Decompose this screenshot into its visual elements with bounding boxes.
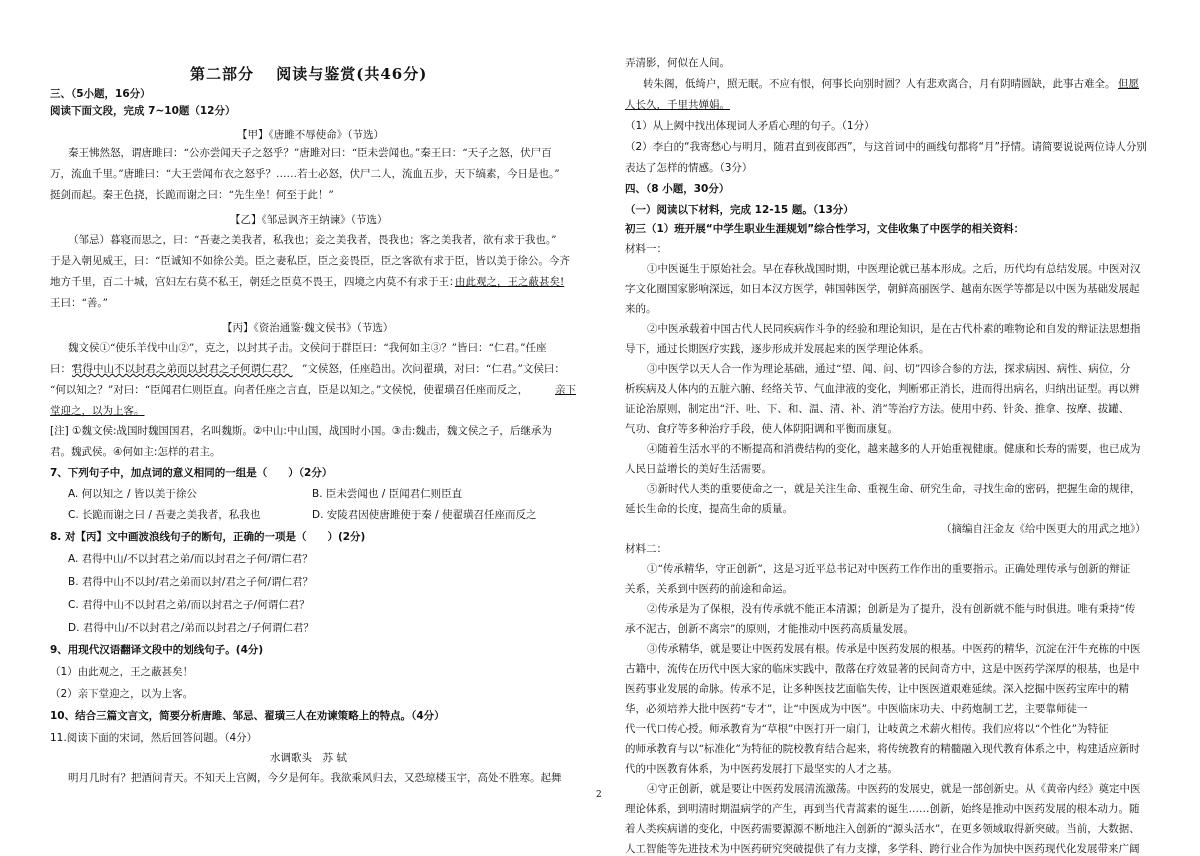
right-text-line: ④随着生活水平的不断提高和消费结构的变化，越来越多的人开始重视健康。健康和长寿的需要，也已成为 [647,443,1141,455]
left-text-line: 于是入朝见威王，曰：“臣诚知不如徐公美。臣之妻私臣，臣之妾畏臣，臣之客欲有求于臣，皆以美于徐公。今齐 [50,255,570,267]
right-text-line: 人工智能等先进技术为中医药研究突破提供了有力支撑，多学科、跨行业合作为加快中医药现代化发展带来广阔 [625,843,1140,855]
right-text-line: 代的中医教育体系，为中医药发展打下最坚实的人才之基。 [625,763,898,775]
right-text-line: 医药事业发展的命脉。传承不足，让多种医技艺面临失传，让中医医道艰难延续。深入挖掘中医药宝库中的精 [625,683,1129,695]
right-text-line: 来的。 [625,303,657,315]
left-text-line: 君得中山不以封君之弟而以封君之子何谓仁君？ [72,363,293,375]
right-text-line: 转朱阁，低绮户，照无眠。不应有恨，何事长向别时圆？人有悲欢离合，月有阴晴圆缺，此事古难全。 [643,78,1116,90]
right-text-line: 弄清影，何似在人间。 [625,57,730,69]
left-text-line: 堂迎之，以为上客。 [50,405,145,417]
left-text-line: B. 君得中山不以封/君之弟而以封/君之子何/谓仁君？ [68,576,313,588]
left-text-line: 魏文侯①“使乐羊伐中山②”，克之，以封其子击。文侯问于群臣曰：“我何如主③？”皆曰：“仁君。”任座 [68,342,547,354]
right-text-line: 理论体系，到明清时期温病学的产生，再到当代青蒿素的诞生……创新，始终是推动中医药发展的根本动力。随 [625,803,1140,815]
right-text-line: 析疾病及人体内的五脏六腑、经络关节、气血津液的变化，判断邪正消长，进而得出病名，归纳出证型。再以辨 [625,383,1140,395]
left-text-line: 地方千里，百二十城，宫妇左右莫不私王，朝廷之臣莫不畏王，四境之内莫不有求于王： [50,276,460,288]
left-text-line: 由此观之，王之蔽甚矣! [455,276,565,288]
left-text-line: A. 何以知之 / 皆以美于徐公 [68,488,197,500]
left-text-line: 曰：“ [50,363,77,375]
left-text-line: 水调歌头 苏 轼 [270,752,347,764]
right-text-line: 人民日益增长的美好生活需要。 [625,463,772,475]
left-text-line: （邹忌）暮寝而思之，曰：“吾妻之美我者，私我也；妾之美我者，畏我也；客之美我者，欲有求于我也。” [68,234,557,246]
right-text-line: （1）从上阙中找出体现词人矛盾心理的句子。（1分） [625,120,875,132]
right-text-line: 证论治原则，制定出“汗、吐、下、和、温、清、补、消”等治疗方法。使用中药、针灸、推拿、按摩、拔罐、 [625,403,1130,415]
right-text-line: （一）阅读以下材料，完成 12-15 题。（13分） [625,204,854,216]
left-text-line: 秦王怫然怒，谓唐雎曰：“公亦尝闻天子之怒乎？”唐雎对曰：“臣未尝闻也。”秦王曰：“天子之怒，伏尸百 [68,147,552,159]
right-text-line: 人长久，千里共婵娟。 [625,99,730,111]
left-text-line: 阅读下面文段，完成 7~10题（12分） [50,105,236,117]
right-text-line: ②中医承载着中国古代人民同疾病作斗争的经验和理论知识，是在古代朴素的唯物论和自发的辩证法思想指 [647,323,1141,335]
left-text-line: [注] ①魏文侯:战国时魏国国君，名叫魏斯。②中山:中山国，战国时小国。③击:魏击，魏文侯之子，后继承为 [50,425,552,437]
right-text-line: ②传承是为了保根，没有传承就不能正本清源；创新是为了提升，没有创新就不能与时俱进。唯有秉持“传 [647,603,1136,615]
left-text-line: A. 君得中山/不以封君之弟/而以封君之子何/谓仁君？ [68,553,313,565]
right-text-line: （2）李白的“我寄愁心与明月，随君直到夜郎西”，与这首词中的画线句都将“月”抒情。请简要说说两位诗人分别 [625,141,1147,153]
right-text-line: 着人类疾病谱的变化，中医药需要源源不断地注入创新的“源头活水”，在更多领域取得新突破。当前，大数据、 [625,823,1140,835]
right-text-line: 导下，通过长期医疗实践，逐步形成并发展起来的医学理论体系。 [625,343,930,355]
right-text-line: 表达了怎样的情感。（3分） [625,162,753,174]
left-text-line: 明月几时有？把酒问青天。不知天上宫阙，今夕是何年。我欲乘风归去，又恐琼楼玉宇，高处不胜寒。起舞 [68,772,562,784]
right-text-line: ①“传承精华，守正创新”，这是习近平总书记对中医药工作作出的重要指示。正确处理传承与创新的辩证 [647,563,1131,575]
section-title: 第二部分 阅读与鉴赏(共46分) [190,65,428,83]
right-text-line: ⑤新时代人类的重要使命之一，就是关注生命、重视生命、研究生命，寻找生命的密码，把握生命的规律， [647,483,1141,495]
right-text-line: 关系，关系到中医药的前途和命运。 [625,583,793,595]
left-text-line: 王曰：“善。” [50,297,108,309]
left-text-line: （1）由此观之，王之蔽甚矣！ [50,666,194,678]
left-text-line: 万，流血千里。”唐雎曰：“大王尝闻布衣之怒乎？……若士必怒，伏尸二人，流血五步，天下缟素，今日是也。” [50,168,560,180]
left-text-line: 【乙】《邹忌讽齐王纳谏》（节选） [230,214,388,226]
left-text-line: 9、用现代汉语翻译文段中的划线句子。(4分) [50,644,264,656]
right-text-line: ④守正创新，就是要让中医药发展清流激荡。中医药的发展史，就是一部创新史。从《黄帝内经》奠定中医 [647,783,1141,795]
right-text-line: 的师承教育与以“标准化”为特征的院校教育结合起来，将传统教育的精髓融入现代教育体系之中，构建适应新时 [625,743,1140,755]
right-text-line: （摘编自汪金友《给中医更大的用武之地》） [941,523,1146,535]
right-text-line: 四、（8 小题，30分） [625,183,730,195]
right-text-line: ③传承精华，就是要让中医药发展有根。传承是中医药发展的根基。中医药的精华，沉淀在汗牛充栋的中医 [647,643,1141,655]
right-text-line: 古籍中，流传在历代中医大家的临床实践中，散落在疗效显著的民间奇方中，这是中医药学深厚的根基，也是中 [625,663,1140,675]
right-text-line: 代一代口传心授。师承教育为“草根”中医打开一扇门，让岐黄之术薪火相传。我们应将以“个性化”为特征 [625,723,1109,735]
left-text-line: C. 君得中山不以封君之弟/而以封君之子/何谓仁君？ [68,599,310,611]
right-text-line: 字文化圈国家影响深远，如日本汉方医学，韩国韩医学，朝鲜高丽医学、越南东医学等都是以中医为基础发展起 [625,283,1140,295]
left-text-line: 三、（5小题，16分） [50,88,151,100]
right-text-line: ①中医诞生于原始社会。早在春秋战国时期，中医理论就已基本形成。之后，历代均有总结发展。中医对汉 [647,263,1141,275]
left-text-line: 7、下列句子中，加点词的意义相同的一组是（ ）（2分） [50,467,333,479]
left-text-line: ”文侯怒，任座趋出。次问翟璜，对曰：“仁君。”文侯曰： [302,363,565,375]
left-text-line: B. 臣未尝闻也 / 臣闻君仁则臣直 [312,488,463,500]
right-text-line: 初三（1）班开展“中学生职业生涯规划”综合性学习，文佳收集了中医学的相关资料： [625,223,1025,235]
left-text-line: （2）亲下堂迎之，以为上客。 [50,688,194,700]
right-text-line: ③中医学以天人合一作为理论基础，通过“望、闻、问、切”四诊合参的方法，探求病因、病性、病位，分 [647,363,1131,375]
right-text-line: 但愿 [1118,78,1139,90]
left-text-line: 10、结合三篇文言文，简要分析唐雎、邹忌、翟璜三人在劝谏策略上的特点。（4分） [50,710,445,722]
left-text-line: 【丙】《资治通鉴·魏文侯书》（节选） [222,322,394,334]
right-text-line: 延长生命的长度，提高生命的质量。 [625,503,793,515]
left-text-line: 君。魏武侯。④何如主:怎样的君主。 [50,446,221,458]
page-number: 2 [596,790,602,800]
right-text-line: 材料一： [625,243,667,255]
right-text-line: 华，必须培养大批中医药“专才”，让“中医成为中医”。中医临床功夫、中药炮制工艺，主要靠师徒一 [625,703,1088,715]
left-text-line: 8. 对【丙】文中画波浪线句子的断句，正确的一项是（ ）(2分) [50,531,366,543]
left-text-line: “何以知之？”对曰：“臣闻君仁则臣直。向者任座之言直，臣是以知之。”文侯悦，使翟璜召任座而反之， [50,384,529,396]
right-text-line: 承不泥古，创新不离宗”的原则，才能推动中医药高质量发展。 [625,623,914,635]
left-text-line: 【甲】《唐雎不辱使命》（节选） [237,129,384,141]
left-text-line: 11.阅读下面的宋词，然后回答问题。（4分） [50,732,258,744]
left-text-line: D. 安陵君因使唐雎使于秦 / 使翟璜召任座而反之 [312,509,537,521]
left-text-line: C. 长跪而谢之曰 / 吾妻之美我者，私我也 [68,509,261,521]
left-text-line: D. 君得中山/不以封君之/弟而以封君之/子何谓仁君？ [68,622,314,634]
left-text-line: 亲下 [555,384,576,396]
right-text-line: 气功、食疗等多种治疗手段，使人体阴阳调和平衡而康复。 [625,423,898,435]
right-text-line: 材料二： [625,543,667,555]
left-text-line: 挺剑而起。秦王色挠，长跪而谢之曰：“先生坐！何至于此！” [50,189,334,201]
